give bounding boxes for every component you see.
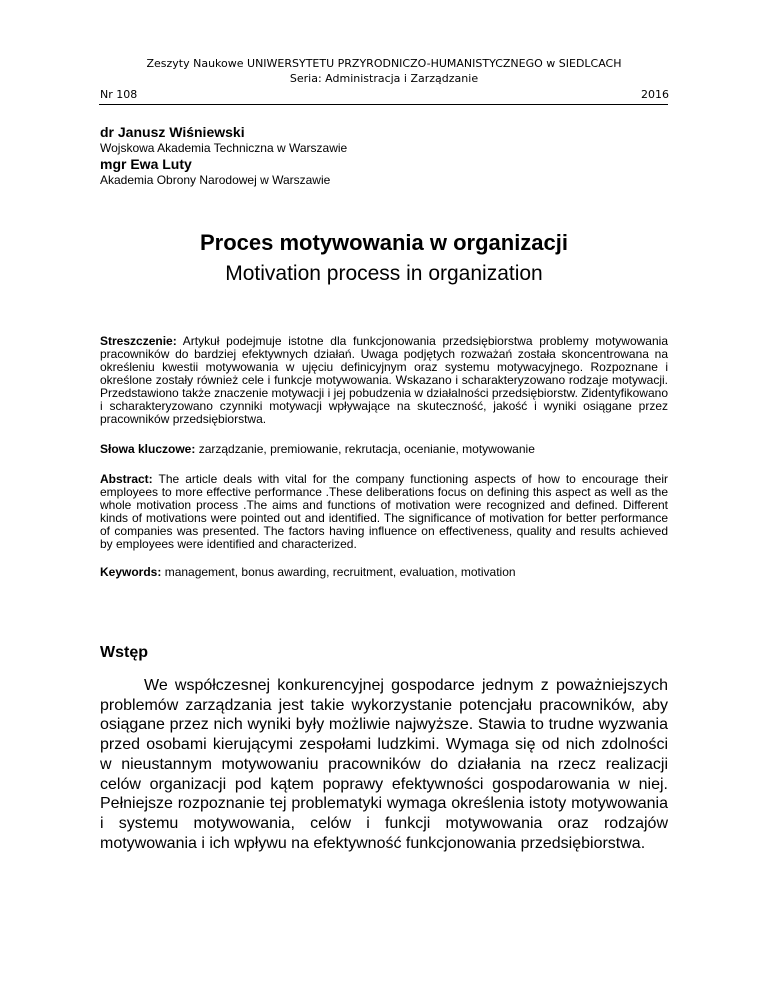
section-paragraph: We współczesnej konkurencyjnej gospodarce jednym z poważniejszych problemów zarządzania jest takie wykorzystanie potencjału pracowników, aby osiągane przez nich wyniki były możliwie najwyższe. Stawia to trudne wyzwania przed osobami kierującymi zespołami ludzkimi. Wymaga się od nich zdolności w nieustannym motywowaniu pracowników do działania na rzecz realizacji celów organizacji pod kątem poprawy efektywności gospodarowania w niej. Pełniejsze rozpoznanie tej problematyki wymaga określenia istoty motywowania i systemu motywowania, celów i funkcji motywowania oraz rodzajów motywowania i ich wpływu na efektywność funkcjonowania przedsiębiorstwa. bbox=[100, 677, 668, 852]
issue-year: 2016 bbox=[641, 88, 669, 101]
journal-name: Zeszyty Naukowe UNIWERSYTETU PRZYRODNICZO-HUMANISTYCZNEGO w SIEDLCACH bbox=[146, 57, 622, 70]
title-english: Motivation process in organization bbox=[225, 262, 543, 285]
abstract-block bbox=[100, 473, 668, 551]
streszczenie-label: Streszczenie: bbox=[100, 334, 177, 348]
keywords-text: management, bonus awarding, recruitment, evaluation, motivation bbox=[161, 565, 516, 579]
journal-series: Seria: Administracja i Zarządzanie bbox=[289, 72, 479, 85]
author-2-name: mgr Ewa Luty bbox=[100, 156, 192, 172]
issue-number: Nr 108 bbox=[100, 88, 138, 101]
keywords-block bbox=[100, 566, 668, 579]
abstract-text: The article deals with vital for the company functioning aspects of how to encourage their employees to more effective performance .These deliberations focus on defining this aspect as well as the whole motivation process .The aims and functions of motivation were recognized and defined. Different kinds of motivations were pointed out and identified. The significance of motivation for better performance of companies was presented. The factors having influence on effectiveness, quality and results achieved by employees were identified and characterized. bbox=[100, 472, 668, 551]
streszczenie-text: Artykuł podejmuje istotne dla funkcjonowania przedsiębiorstwa problemy motywowania pracowników do bardziej efektywnych działań. Uwaga podjętych rozważań została skoncentrowana na określeniu kwestii motywowania w ujęciu definicyjnym oraz systemu motywacyjnego. Rozpoznane i określone zostały również cele i funkcje motywowania. Wskazano i scharakteryzowano rodzaje motywacji. Przedstawiono także znaczenie motywacji i jej pobudzenia w działalności przedsiębiorstw. Zidentyfikowano i scharakteryzowano czynniki motywacji wpływające na skuteczność, jakość i wyniki osiągane przez pracowników przedsiębiorstwa. bbox=[100, 334, 668, 426]
slowa-kluczowe-text: zarządzanie, premiowanie, rekrutacja, ocenianie, motywowanie bbox=[195, 442, 535, 456]
author-2-affiliation: Akademia Obrony Narodowej w Warszawie bbox=[100, 173, 331, 187]
title-polish: Proces motywowania w organizacji bbox=[200, 230, 568, 255]
slowa-kluczowe-block bbox=[100, 443, 668, 456]
header-rule bbox=[99, 104, 668, 105]
author-1-name: dr Janusz Wiśniewski bbox=[100, 124, 245, 140]
slowa-kluczowe-label: Słowa kluczowe: bbox=[100, 442, 196, 456]
keywords-label: Keywords: bbox=[100, 565, 162, 579]
abstract-label: Abstract: bbox=[100, 472, 153, 486]
section-heading: Wstęp bbox=[100, 644, 148, 661]
author-1-affiliation: Wojskowa Akademia Techniczna w Warszawie bbox=[100, 141, 348, 155]
streszczenie-block bbox=[100, 335, 668, 426]
